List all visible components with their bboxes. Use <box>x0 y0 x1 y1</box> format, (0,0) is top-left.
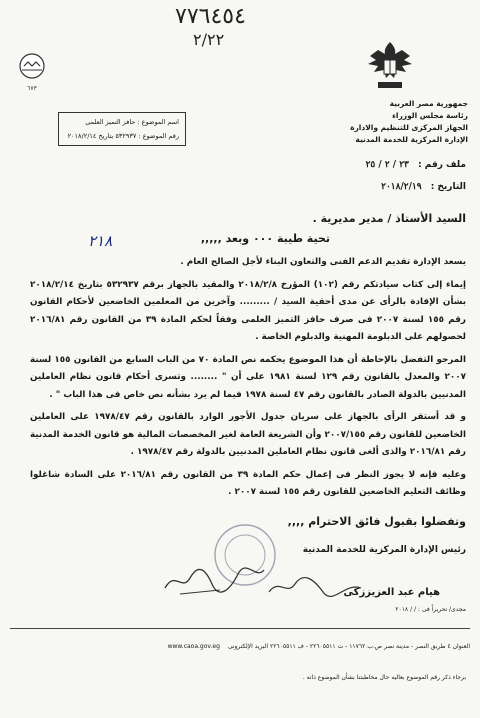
organization-logo-icon <box>12 52 52 96</box>
footer-note: برجاء ذكر رقم الموضوع بعاليه حال مخاطبتنا بشأن الموضوع ذاته . <box>302 674 466 681</box>
body-paragraph-1: يسعد الإدارة تقديم الدعم الفنى والتعاون البناء لأجل الصالح العام . <box>180 257 466 267</box>
addressee: السيد الأستاذ / مدير مديرية . <box>312 212 466 225</box>
svg-text:٦٧٣: ٦٧٣ <box>27 85 37 92</box>
body-paragraph-3: المرجو التفضل بالإحاطة أن هذا الموضوع يحكمه نص المادة ٧٠ من الباب السابع من القانون ١٥٥ لسنة ٢٠٠٧ والمعدل بالقانون رقم ١٢٩ لسنة ١٩٨١ على أن " ........ وتسرى أحكام قانون نظام العاملين المدنيين بالدولة الصادر بالقانون رقم ٤٧ لسنة ١٩٧٨ فيما لم يرد بشأنه نص خاص فى هذا الباب " . <box>30 354 466 400</box>
subject-name: اسم الموضوع : حافز التميز العلمى <box>85 118 179 126</box>
body-paragraph-5: وعليه فإنه لا يجوز النظر فى إعمال حكم المادة ٣٩ من القانون رقم ٢٠١٦/٨١ على السادة شاغلوا وظائف التعليم الخاضعين للقانون رقم ١٥٥ لسنة ٢٠٠٧ . <box>30 469 466 497</box>
letterhead-line-3: الجهاز المركزى للتنظيم والادارة <box>350 123 468 132</box>
file-number-value: ٢٣ / ٢ / ٢٥ <box>365 160 409 170</box>
handwritten-signature-icon <box>160 560 270 600</box>
letterhead <box>318 98 468 146</box>
body-paragraph-4: و قد أستقر الرأى بالجهاز على سريان جدول الأجور الوارد بالقانون رقم ١٩٧٨/٤٧ على العاملين الخاضعين للقانون رقم ٢٠٠٧/١٥٥ وأن الشريعة العامة لغير المخصصات المالية هو قانون الخدمة المدنية رقم ٢٠١٦/٨١ والذى ألغى قانون نظام العاملين المدنيين بالدولة رقم ١٩٧٨/٤٧ . <box>29 412 466 457</box>
subject-number: رقم الموضوع : ٥٣٢٩٣٧ بتاريخ ٢٠١٨/٢/١٤ <box>67 132 179 140</box>
handwritten-reference <box>175 4 260 54</box>
eagle-emblem-icon <box>364 38 416 94</box>
handwritten-sub: ٢/٢٢ <box>193 30 225 49</box>
handwritten-number: ٧٧٦٤٥٤ <box>175 4 246 29</box>
footer-website[interactable]: www.caoa.gov.eg <box>167 643 220 650</box>
closing-line: وتفضلوا بقبول فائق الاحترام ,,,, <box>287 515 466 528</box>
file-number-label: ملف رقم : <box>418 160 466 170</box>
footer-address-row <box>10 640 470 654</box>
greeting: تحية طيبة ٠٠٠ وبعد ,,,,, <box>200 232 330 245</box>
handwritten-note: ٢١٨ <box>88 232 113 250</box>
drafting-note: مجدى/ تحريراً فى : / / ٢٠١٨ <box>395 606 466 613</box>
signatory-name: هيام عبد العزيززكى <box>343 587 440 598</box>
date-label: التاريخ : <box>430 182 466 192</box>
footer-address: العنوان ٤ طريق النصر - مدينة نصر ص.ب ١١٧٦٢ - ت ٢٢٦٠٥٥١١ - ف ٢٢٦٠٥٥١١ البريد الإلكترونى <box>227 643 470 650</box>
letter-body <box>30 254 466 507</box>
footer-divider <box>10 628 470 629</box>
date-value: ٢٠١٨/٢/١٩ <box>381 182 422 192</box>
file-number-row <box>366 160 466 170</box>
subject-box <box>58 112 186 146</box>
date-row <box>381 182 466 192</box>
signatory-title: رئيس الإدارة المركزية للخدمة المدنية <box>302 545 466 555</box>
letterhead-line-1: جمهورية مصر العربية <box>389 99 468 108</box>
body-paragraph-2: إيماء إلى كتاب سيادتكم رقم (١٠٢) المؤرخ ٢٠١٨/٢/٨ والمقيد بالجهاز برقم ٥٣٢٩٣٧ بتاريخ ٢٠١٨/٢/١٤ بشأن الإفادة بالرأى عن مدى أحقية السيد / ......... وآخرين من المعلمين الخاضعين لأحكام القانون رقم ١٥٥ لسنة ٢٠٠٧ فى صرف حافز التميز العلمى وفقاً لحكم المادة ٣٩ من القانون رقم ٢٠١٦/٨١ لحصولهم على الدبلومة المهنية والدبلوم الخاصة . <box>30 279 467 342</box>
letterhead-line-4: الإدارة المركزية للخدمة المدنية <box>355 135 468 144</box>
letterhead-line-2: رئاسة مجلس الوزراء <box>392 111 468 120</box>
